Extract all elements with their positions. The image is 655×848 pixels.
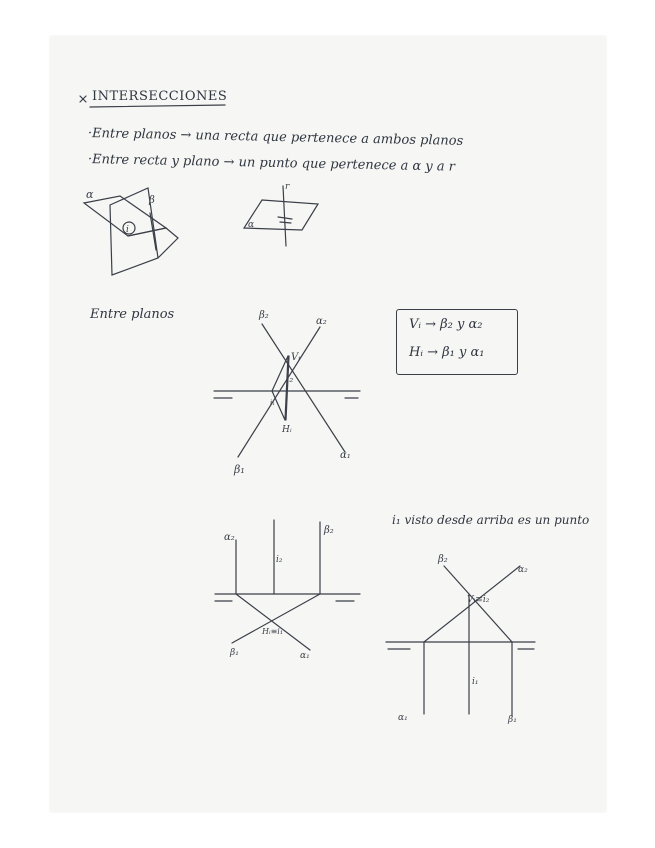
fig4-a2: α₂ bbox=[224, 532, 235, 543]
fig2-alpha: α bbox=[248, 220, 255, 230]
fig5-a1: α₁ bbox=[398, 713, 408, 723]
summary-box bbox=[396, 309, 518, 375]
fig5-v: Vᵢ≡i₂ bbox=[467, 595, 490, 605]
fig3-i2: i₂ bbox=[286, 374, 294, 385]
fig3-b1: β₁ bbox=[234, 463, 245, 476]
figure-line-plane bbox=[244, 182, 318, 246]
fig1-beta: β bbox=[149, 195, 155, 206]
fig5-b2: β₂ bbox=[438, 554, 448, 565]
figure-traces-oblique bbox=[214, 310, 360, 476]
fig5-b1: β₁ bbox=[508, 715, 517, 725]
fig3-a2: α₂ bbox=[316, 316, 327, 327]
fig1-i: i bbox=[126, 225, 129, 235]
fig4-b1: β₁ bbox=[230, 648, 239, 658]
fig3-i1: i₁ bbox=[270, 399, 276, 407]
fig1-alpha: α bbox=[86, 188, 94, 201]
fig3-a1: α₁ bbox=[340, 450, 351, 461]
note-text: i₁ visto desde arriba es un punto bbox=[392, 513, 590, 527]
fig4-b2: β₂ bbox=[324, 525, 334, 536]
section-label: Entre planos bbox=[90, 307, 175, 322]
fig3-h: Hᵢ bbox=[282, 425, 292, 435]
figure-traces-vertical bbox=[386, 554, 535, 725]
fig4-i2: i₂ bbox=[276, 555, 283, 565]
fig4-a1: α₁ bbox=[300, 651, 310, 661]
fig5-a2: α₂ bbox=[518, 565, 528, 575]
fig3-v: Vᵢ bbox=[291, 352, 301, 363]
bullet-line-plane: ·Entre recta y plano → un punto que pertenece a α y a r bbox=[87, 152, 456, 175]
heading-marker bbox=[80, 96, 86, 102]
fig4-h: Hᵢ≡i₁ bbox=[262, 627, 284, 636]
box-line-2: Hᵢ → β₁ y α₁ bbox=[409, 345, 485, 360]
fig3-b2: β₂ bbox=[259, 310, 269, 321]
fig2-r: r bbox=[285, 182, 290, 192]
bullet-planes: ·Entre planos → una recta que pertenece a ambos planos bbox=[87, 126, 464, 149]
page-heading: INTERSECCIONES bbox=[92, 89, 228, 104]
figure-intersecting-planes bbox=[84, 188, 178, 275]
heading-underline bbox=[90, 105, 225, 107]
figure-traces-profile bbox=[215, 520, 360, 661]
box-line-1: Vᵢ → β₂ y α₂ bbox=[409, 317, 483, 332]
fig5-i1: i₁ bbox=[472, 677, 479, 687]
